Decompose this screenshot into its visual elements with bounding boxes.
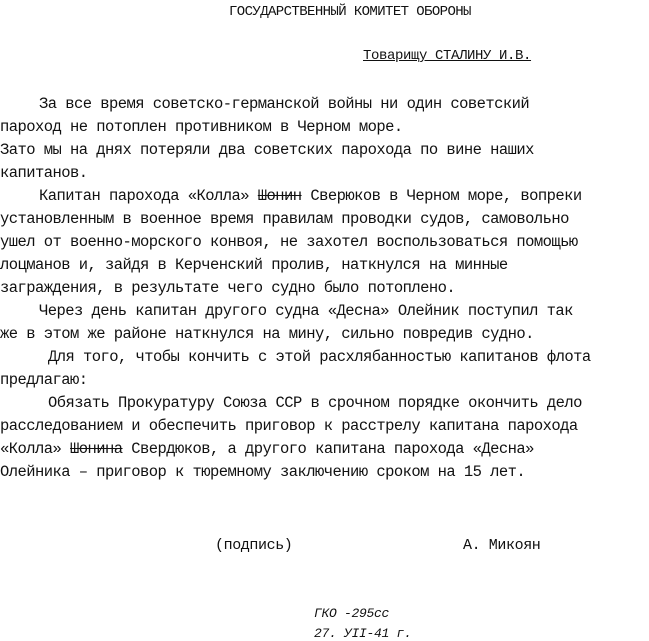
- body-line: За все время советско-германской войны ни один советский: [39, 95, 530, 113]
- body-line: Олейника – приговор к тюремному заключению сроком на 15 лет.: [0, 463, 526, 481]
- body-text: Свердюков, а другого капитана парохода «Десна»: [122, 440, 534, 458]
- body-line: Обязать Прокуратуру Союза ССР в срочном порядке окончить дело: [48, 394, 582, 412]
- body-line: расследованием и обеспечить приговор к расстрелу капитана парохода: [0, 417, 578, 435]
- body-line: же в этом же районе наткнулся на мину, сильно повредив судно.: [0, 325, 534, 343]
- body-text: «Колла»: [0, 440, 71, 458]
- body-line: заграждения, в результате чего судно было потоплено.: [0, 279, 456, 297]
- struck-through-word: Шонина: [70, 440, 123, 458]
- document-date: 27. УII-41 г.: [314, 626, 412, 641]
- body-line: капитанов.: [0, 164, 88, 182]
- body-line: Зато мы на днях потеряли два советских парохода по вине наших: [0, 141, 534, 159]
- body-line: установленным в военное время правилам проводки судов, самовольно: [0, 210, 569, 228]
- body-line: предлагаю:: [0, 371, 88, 389]
- body-line: лоцманов и, зайдя в Керченский пролив, наткнулся на минные: [0, 256, 508, 274]
- body-line: [0, 185, 649, 208]
- body-line: [0, 438, 649, 461]
- signatory-name: А. Микоян: [463, 537, 541, 554]
- struck-through-word: Шонин: [257, 187, 302, 205]
- body-line: пароход не потоплен противником в Черном море.: [0, 118, 403, 136]
- addressee-line: Товарищу СТАЛИНУ И.В.: [363, 48, 532, 64]
- signature-label: (подпись): [215, 537, 293, 554]
- document-body: [0, 93, 649, 484]
- body-line: Через день капитан другого судна «Десна» Олейник поступил так: [39, 302, 573, 320]
- body-text: Капитан парохода «Колла»: [39, 187, 258, 205]
- document-heading: ГОСУДАРСТВЕННЫЙ КОМИТЕТ ОБОРОНЫ: [229, 4, 471, 20]
- document-number: ГКО -295сс: [314, 606, 390, 621]
- body-line: ушел от военно-морского конвоя, не захотел воспользоваться помощью: [0, 233, 578, 251]
- body-line: Для того, чтобы кончить с этой расхлябанностью капитанов флота: [48, 348, 591, 366]
- body-text: Сверюков в Черном море, вопреки: [301, 187, 582, 205]
